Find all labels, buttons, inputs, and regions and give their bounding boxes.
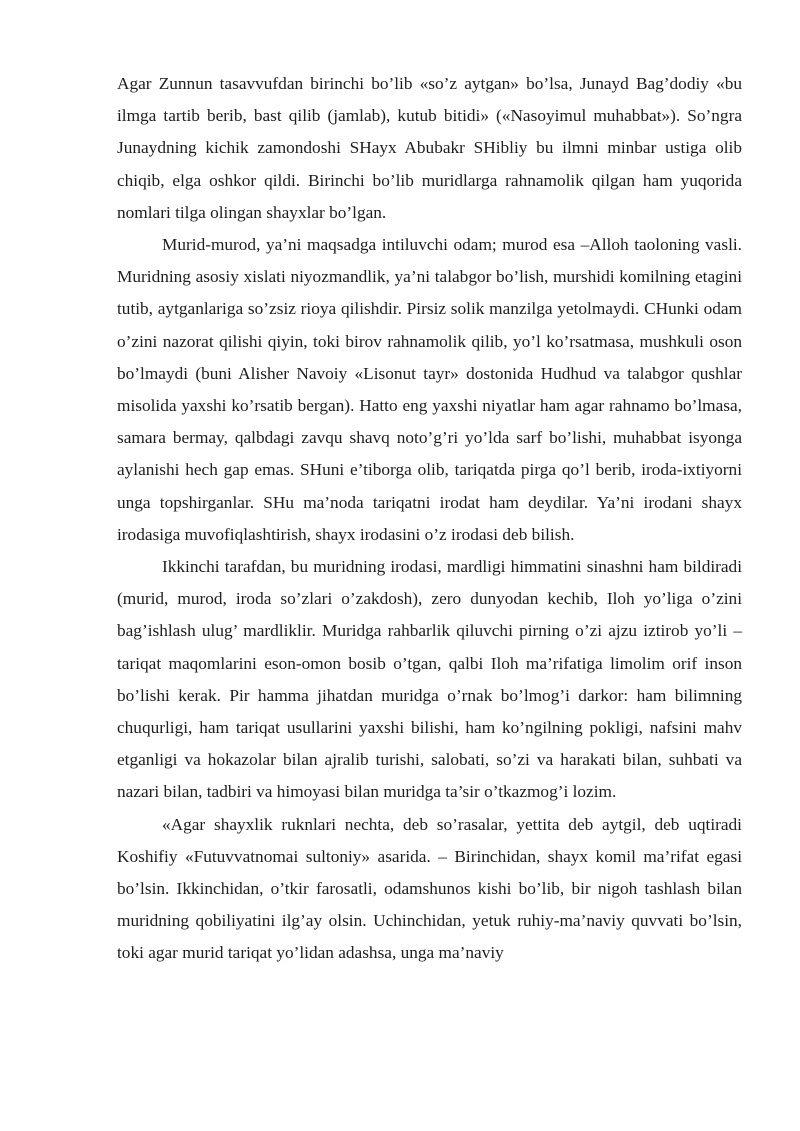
paragraph-2: Murid-murod, ya’ni maqsadga intiluvchi odam; murod esa –Alloh taoloning vasli. Muridning asosiy xislati niyozmandlik, ya’ni talabgor bo’lish, murshidi komilning etagini tutib, aytganlariga so’zsiz rioya qilishdir. Pirsiz solik manzilga yetolmaydi. CHunki odam o’zini nazorat qilishi qiyin, toki birov rahnamolik qilib, yo’l ko’rsatmasa, mushkuli oson bo’lmaydi (buni Alisher Navoiy «Lisonut tayr» dostonida Hudhud va talabgor qushlar misolida yaxshi ko’rsatib bergan). Hatto eng yaxshi niyatlar ham agar rahnamo bo’lmasa, samara bermay, qalbdagi zavqu shavq noto’g’ri yo’lda sarf bo’lishi, muhabbat isyonga aylanishi hech gap emas. SHuni e’tiborga olib, tariqatda pirga qo’l berib, iroda-ixtiyorni unga topshirganlar. SHu ma’noda tariqatni irodat ham deydilar. Ya’ni irodani shayx irodasiga muvofiqlashtirish, shayx irodasini o’z irodasi deb bilish.	[117, 235, 742, 544]
document-page	[117, 68, 742, 970]
paragraph-4: «Agar shayxlik ruknlari nechta, deb so’rasalar, yettita deb aytgil, deb uqtiradi Koshifiy «Futuvvatnomai sultoniy» asarida. – Birinchidan, shayx komil ma’rifat egasi bo’lsin. Ikkinchidan, o’tkir farosatli, odamshunos kishi bo’lib, bir nigoh tashlash bilan muridning qobiliyatini ilg’ay olsin. Uchinchidan, yetuk ruhiy-ma’naviy quvvati bo’lsin, toki agar murid tariqat yo’lidan adashsa, unga ma’naviy	[117, 814, 742, 963]
paragraph-1: Agar Zunnun tasavvufdan birinchi bo’lib «so’z aytgan» bo’lsa, Junayd Bag’dodiy «bu ilmga tartib berib, bast qilib (jamlab), kutub bitidi» («Nasoyimul muhabbat»). So’ngra Junaydning kichik zamondoshi SHayx Abubakr SHibliy bu ilmni minbar ustiga olib chiqib, elga oshkor qildi. Birinchi bo’lib muridlarga rahnamolik qilgan ham yuqorida nomlari tilga olingan shayxlar bo’lgan.	[117, 74, 742, 222]
paragraph-3: Ikkinchi tarafdan, bu muridning irodasi, mardligi himmatini sinashni ham bildiradi (murid, murod, iroda so’zlari o’zakdosh), zero dunyodan kechib, Iloh yo’liga o’zini bag’ishlash ulug’ mardliklir. Muridga rahbarlik qiluvchi pirning o’zi ajzu iztirob yo’li – tariqat maqomlarini eson-omon bosib o’tgan, qalbi Iloh ma’rifatiga limolim orif inson bo’lishi kerak. Pir hamma jihatdan muridga o’rnak bo’lmog’i darkor: ham bilimning chuqurligi, ham tariqat usullarini yaxshi bilishi, ham ko’ngilning pokligi, nafsini mahv etganligi va hokazolar bilan ajralib turishi, salobati, so’zi va harakati bilan, suhbati va nazari bilan, tadbiri va himoyasi bilan muridga ta’sir o’tkazmog’i lozim.	[117, 557, 742, 802]
